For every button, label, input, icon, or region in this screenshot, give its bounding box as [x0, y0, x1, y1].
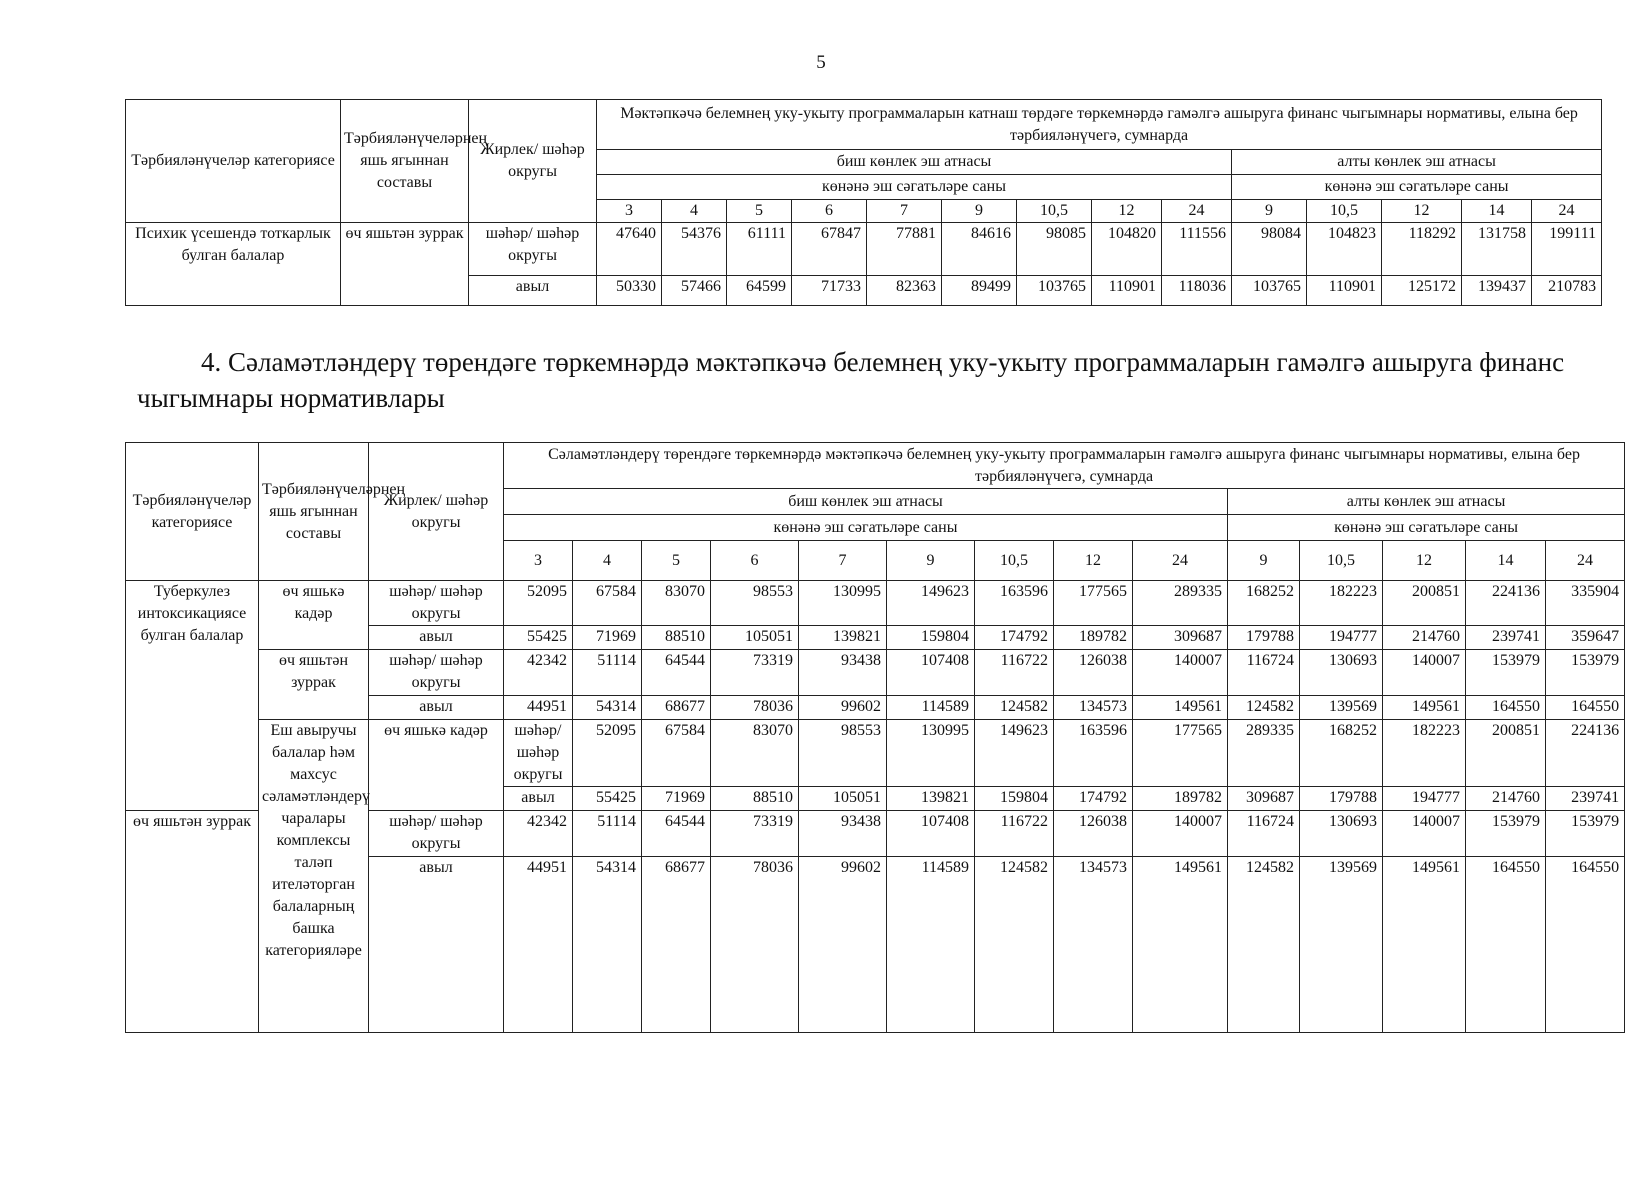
hours-cell: 14 — [1466, 541, 1546, 581]
value-cell: 289335 — [1133, 581, 1228, 626]
age-cell: өч яшьтән зуррак — [259, 650, 369, 720]
value-cell: 73319 — [711, 650, 799, 696]
header-title: Сәламәтләндерү төрендәге төркемнәрдә мәктәпкәчә белемнең уку-укыту программаларын гамәлгә ашыруга финанс чыгымнары нормативы, елына бер тәрбияләнүчегә, сумнарда — [504, 443, 1625, 489]
value-cell: 139821 — [887, 787, 975, 811]
value-cell: 177565 — [1133, 720, 1228, 787]
value-cell: 98553 — [799, 720, 887, 787]
locality-cell: шәһәр/ шәһәр округы — [369, 650, 504, 696]
value-cell: 210783 — [1532, 276, 1602, 306]
value-cell: 168252 — [1300, 720, 1383, 787]
value-cell: 54314 — [573, 696, 642, 720]
hours-cell: 9 — [942, 200, 1017, 223]
value-cell: 309687 — [1133, 626, 1228, 650]
value-cell: 68677 — [642, 857, 711, 1033]
locality-cell: авыл — [504, 787, 573, 811]
header-six-day-week: алты көнлек эш атнасы — [1228, 489, 1625, 515]
value-cell: 149561 — [1383, 696, 1466, 720]
value-cell: 54376 — [662, 223, 727, 276]
value-cell: 78036 — [711, 857, 799, 1033]
table-health-groups — [125, 442, 1625, 1033]
value-cell: 124582 — [975, 696, 1054, 720]
value-cell: 55425 — [573, 787, 642, 811]
value-cell: 149623 — [887, 581, 975, 626]
value-cell: 77881 — [867, 223, 942, 276]
value-cell: 110901 — [1307, 276, 1382, 306]
value-cell: 200851 — [1466, 720, 1546, 787]
hours-cell: 10,5 — [1307, 200, 1382, 223]
value-cell: 153979 — [1466, 811, 1546, 857]
hours-cell: 24 — [1546, 541, 1625, 581]
value-cell: 139569 — [1300, 696, 1383, 720]
value-cell: 114589 — [887, 857, 975, 1033]
header-daily-hours: көнәнә эш сәгатьләре саны — [504, 515, 1228, 541]
value-cell: 224136 — [1466, 581, 1546, 626]
value-cell: 78036 — [711, 696, 799, 720]
value-cell: 67584 — [642, 720, 711, 787]
hours-cell: 5 — [727, 200, 792, 223]
value-cell: 164550 — [1546, 696, 1625, 720]
value-cell: 107408 — [887, 650, 975, 696]
value-cell: 47640 — [597, 223, 662, 276]
value-cell: 104823 — [1307, 223, 1382, 276]
hours-cell: 7 — [867, 200, 942, 223]
value-cell: 309687 — [1228, 787, 1300, 811]
value-cell: 104820 — [1092, 223, 1162, 276]
hours-cell: 24 — [1133, 541, 1228, 581]
value-cell: 98085 — [1017, 223, 1092, 276]
value-cell: 73319 — [711, 811, 799, 857]
value-cell: 98084 — [1232, 223, 1307, 276]
value-cell: 153979 — [1546, 650, 1625, 696]
value-cell: 98553 — [711, 581, 799, 626]
value-cell: 61111 — [727, 223, 792, 276]
hours-cell: 9 — [1228, 541, 1300, 581]
value-cell: 67584 — [573, 581, 642, 626]
value-cell: 179788 — [1228, 626, 1300, 650]
value-cell: 153979 — [1466, 650, 1546, 696]
value-cell: 130995 — [887, 720, 975, 787]
section-heading: 4. Сәламәтләндерү төрендәге төркемнәрдә мәктәпкәчә белемнең уку-укыту программаларын гамәлгә ашыруга финанс чыгымнары нормативлары — [137, 347, 1565, 413]
value-cell: 189782 — [1054, 626, 1133, 650]
value-cell: 194777 — [1300, 626, 1383, 650]
value-cell: 159804 — [887, 626, 975, 650]
value-cell: 116724 — [1228, 811, 1300, 857]
value-cell: 153979 — [1546, 811, 1625, 857]
value-cell: 140007 — [1133, 811, 1228, 857]
hours-cell: 12 — [1092, 200, 1162, 223]
value-cell: 140007 — [1383, 811, 1466, 857]
value-cell: 224136 — [1546, 720, 1625, 787]
hours-cell: 6 — [792, 200, 867, 223]
value-cell: 114589 — [887, 696, 975, 720]
value-cell: 239741 — [1466, 626, 1546, 650]
hours-cell: 24 — [1162, 200, 1232, 223]
value-cell: 199111 — [1532, 223, 1602, 276]
header-locality: Жирлек/ шәһәр округы — [469, 100, 597, 223]
hours-cell: 5 — [642, 541, 711, 581]
value-cell: 105051 — [799, 787, 887, 811]
hours-cell: 10,5 — [975, 541, 1054, 581]
value-cell: 54314 — [573, 857, 642, 1033]
value-cell: 116722 — [975, 650, 1054, 696]
value-cell: 126038 — [1054, 650, 1133, 696]
value-cell: 64544 — [642, 650, 711, 696]
value-cell: 44951 — [504, 857, 573, 1033]
value-cell: 110901 — [1092, 276, 1162, 306]
header-five-day-week: биш көнлек эш атнасы — [504, 489, 1228, 515]
hours-cell: 9 — [887, 541, 975, 581]
category-cell: Туберкулез интоксикациясе булган балалар — [126, 581, 259, 811]
hours-cell: 3 — [504, 541, 573, 581]
header-five-day-week: биш көнлек эш атнасы — [597, 150, 1232, 175]
locality-cell: шәһәр/ шәһәр округы — [469, 223, 597, 276]
value-cell: 57466 — [662, 276, 727, 306]
value-cell: 116724 — [1228, 650, 1300, 696]
value-cell: 52095 — [573, 720, 642, 787]
value-cell: 164550 — [1546, 857, 1625, 1033]
value-cell: 99602 — [799, 857, 887, 1033]
hours-cell: 12 — [1054, 541, 1133, 581]
value-cell: 149561 — [1383, 857, 1466, 1033]
header-category: Тәрбияләнүчеләр категориясе — [126, 100, 341, 223]
hours-cell: 4 — [573, 541, 642, 581]
value-cell: 82363 — [867, 276, 942, 306]
value-cell: 140007 — [1133, 650, 1228, 696]
value-cell: 149623 — [975, 720, 1054, 787]
value-cell: 67847 — [792, 223, 867, 276]
value-cell: 42342 — [504, 811, 573, 857]
value-cell: 214760 — [1383, 626, 1466, 650]
hours-cell: 7 — [799, 541, 887, 581]
age-cell: өч яшькә кадәр — [369, 720, 504, 811]
value-cell: 93438 — [799, 650, 887, 696]
value-cell: 164550 — [1466, 696, 1546, 720]
age-cell: өч яшьтән зуррак — [126, 811, 259, 1033]
hours-cell: 10,5 — [1300, 541, 1383, 581]
value-cell: 163596 — [975, 581, 1054, 626]
value-cell: 118292 — [1382, 223, 1462, 276]
value-cell: 130693 — [1300, 811, 1383, 857]
header-daily-hours: көнәнә эш сәгатьләре саны — [597, 175, 1232, 200]
value-cell: 189782 — [1133, 787, 1228, 811]
hours-cell: 9 — [1232, 200, 1307, 223]
page-number: 5 — [816, 52, 826, 73]
value-cell: 335904 — [1546, 581, 1625, 626]
value-cell: 71969 — [642, 787, 711, 811]
value-cell: 130693 — [1300, 650, 1383, 696]
value-cell: 126038 — [1054, 811, 1133, 857]
hours-cell: 14 — [1462, 200, 1532, 223]
value-cell: 131758 — [1462, 223, 1532, 276]
header-category: Тәрбияләнүчеләр категориясе — [126, 443, 259, 581]
value-cell: 149561 — [1133, 857, 1228, 1033]
value-cell: 71733 — [792, 276, 867, 306]
locality-cell: шәһәр/ шәһәр округы — [369, 581, 504, 626]
header-title: Мәктәпкәчә белемнең уку-укыту программаларын катнаш төрдәге төркемнәрдә гамәлгә ашыруга финанс чыгымнары нормативы, елына бер тәрбияләнүчегә, сумнарда — [597, 100, 1602, 150]
value-cell: 64544 — [642, 811, 711, 857]
value-cell: 103765 — [1232, 276, 1307, 306]
value-cell: 124582 — [1228, 696, 1300, 720]
value-cell: 107408 — [887, 811, 975, 857]
value-cell: 174792 — [975, 626, 1054, 650]
value-cell: 289335 — [1228, 720, 1300, 787]
value-cell: 50330 — [597, 276, 662, 306]
value-cell: 182223 — [1383, 720, 1466, 787]
value-cell: 71969 — [573, 626, 642, 650]
value-cell: 125172 — [1382, 276, 1462, 306]
value-cell: 84616 — [942, 223, 1017, 276]
value-cell: 55425 — [504, 626, 573, 650]
value-cell: 200851 — [1383, 581, 1466, 626]
value-cell: 177565 — [1054, 581, 1133, 626]
value-cell: 83070 — [642, 581, 711, 626]
hours-cell: 10,5 — [1017, 200, 1092, 223]
value-cell: 111556 — [1162, 223, 1232, 276]
value-cell: 134573 — [1054, 857, 1133, 1033]
value-cell: 149561 — [1133, 696, 1228, 720]
value-cell: 164550 — [1466, 857, 1546, 1033]
locality-cell: шәһәр/ шәһәр округы — [504, 720, 573, 787]
header-daily-hours: көнәнә эш сәгатьләре саны — [1228, 515, 1625, 541]
hours-cell: 12 — [1382, 200, 1462, 223]
value-cell: 51114 — [573, 650, 642, 696]
value-cell: 88510 — [642, 626, 711, 650]
value-cell: 194777 — [1383, 787, 1466, 811]
value-cell: 182223 — [1300, 581, 1383, 626]
value-cell: 52095 — [504, 581, 573, 626]
locality-cell: авыл — [369, 626, 504, 650]
value-cell: 105051 — [711, 626, 799, 650]
value-cell: 239741 — [1546, 787, 1625, 811]
category-cell: Психик үсешендә тоткарлык булган балалар — [126, 223, 341, 306]
value-cell: 118036 — [1162, 276, 1232, 306]
header-age: Тәрбияләнүчеләрнең яшь ягыннан составы — [341, 100, 469, 223]
value-cell: 214760 — [1466, 787, 1546, 811]
hours-cell: 4 — [662, 200, 727, 223]
value-cell: 139569 — [1300, 857, 1383, 1033]
value-cell: 64599 — [727, 276, 792, 306]
header-six-day-week: алты көнлек эш атнасы — [1232, 150, 1602, 175]
value-cell: 168252 — [1228, 581, 1300, 626]
locality-cell: авыл — [369, 857, 504, 1033]
table-row — [126, 581, 1625, 626]
age-cell: өч яшькә кадәр — [259, 581, 369, 650]
value-cell: 88510 — [711, 787, 799, 811]
value-cell: 68677 — [642, 696, 711, 720]
table-mixed-groups — [125, 99, 1602, 306]
value-cell: 99602 — [799, 696, 887, 720]
header-locality: Жирлек/ шәһәр округы — [369, 443, 504, 581]
table-row — [126, 223, 1602, 276]
value-cell: 139437 — [1462, 276, 1532, 306]
table-row — [126, 720, 1625, 787]
value-cell: 139821 — [799, 626, 887, 650]
value-cell: 134573 — [1054, 696, 1133, 720]
value-cell: 163596 — [1054, 720, 1133, 787]
age-cell: өч яшьтән зуррак — [341, 223, 469, 306]
header-daily-hours: көнәнә эш сәгатьләре саны — [1232, 175, 1602, 200]
category-cell: Еш авыручы балалар һәм махсус сәламәтләндерү чаралары комплексы таләп ителәторган балаларның башка категорияләре — [259, 720, 369, 1033]
value-cell: 51114 — [573, 811, 642, 857]
value-cell: 103765 — [1017, 276, 1092, 306]
value-cell: 124582 — [1228, 857, 1300, 1033]
value-cell: 159804 — [975, 787, 1054, 811]
value-cell: 44951 — [504, 696, 573, 720]
value-cell: 42342 — [504, 650, 573, 696]
value-cell: 359647 — [1546, 626, 1625, 650]
hours-cell: 12 — [1383, 541, 1466, 581]
locality-cell: авыл — [469, 276, 597, 306]
locality-cell: авыл — [369, 696, 504, 720]
value-cell: 93438 — [799, 811, 887, 857]
value-cell: 174792 — [1054, 787, 1133, 811]
table-row — [126, 650, 1625, 696]
value-cell: 124582 — [975, 857, 1054, 1033]
value-cell: 179788 — [1300, 787, 1383, 811]
hours-cell: 6 — [711, 541, 799, 581]
value-cell: 83070 — [711, 720, 799, 787]
header-age: Тәрбияләнүчеләрнең яшь ягыннан составы — [259, 443, 369, 581]
hours-cell: 3 — [597, 200, 662, 223]
value-cell: 140007 — [1383, 650, 1466, 696]
value-cell: 89499 — [942, 276, 1017, 306]
value-cell: 130995 — [799, 581, 887, 626]
hours-cell: 24 — [1532, 200, 1602, 223]
locality-cell: шәһәр/ шәһәр округы — [369, 811, 504, 857]
value-cell: 116722 — [975, 811, 1054, 857]
